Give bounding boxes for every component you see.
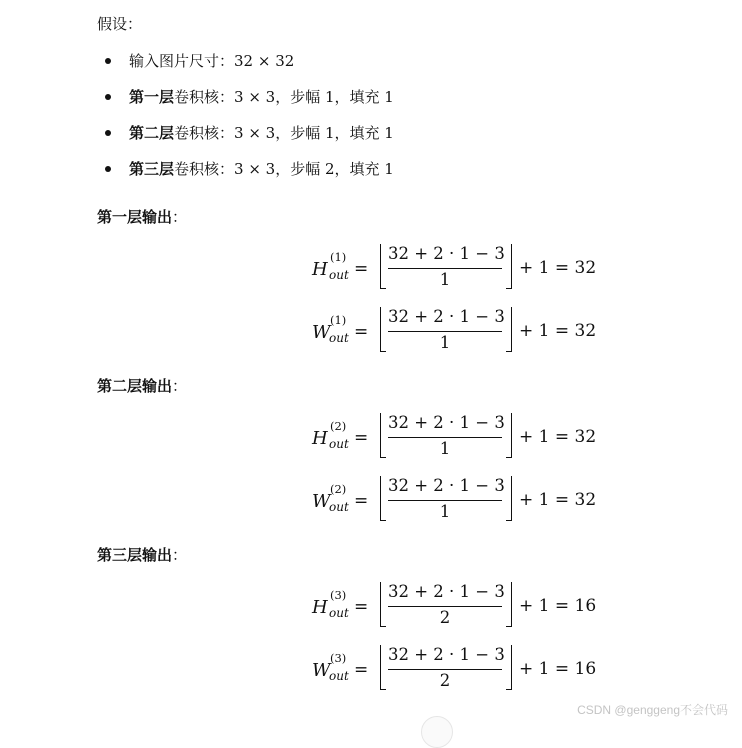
bullet-label: 卷积核：	[174, 124, 235, 142]
floor-right-bracket	[506, 582, 512, 627]
floor-left-bracket	[380, 476, 386, 521]
floor-left-bracket	[380, 413, 386, 458]
bullet-label-bold: 第二层	[129, 124, 175, 142]
floor-right-bracket	[506, 413, 512, 458]
floor-left-bracket	[380, 244, 386, 289]
floor-right-bracket	[506, 244, 512, 289]
bullet-label: 卷积核：	[174, 160, 235, 178]
scroll-top-icon[interactable]	[421, 716, 453, 748]
watermark: CSDN @genggeng不会代码	[577, 703, 728, 717]
bullet-dot-icon	[105, 130, 111, 136]
bullet-value: 3 × 3，步幅 1，填充 1	[234, 88, 394, 106]
floor-left-bracket	[380, 645, 386, 690]
bullet-value: 32 × 32	[234, 52, 295, 70]
bullet-dot-icon	[105, 58, 111, 64]
floor-right-bracket	[506, 645, 512, 690]
intro-text: 假设：	[97, 15, 143, 33]
bullet-value: 3 × 3，步幅 1，填充 1	[234, 124, 394, 142]
bullet-dot-icon	[105, 94, 111, 100]
floor-left-bracket	[380, 307, 386, 352]
floor-right-bracket	[506, 307, 512, 352]
section-title: 第三层输出：	[97, 546, 188, 564]
bullet-label-bold: 第一层	[129, 88, 175, 106]
floor-right-bracket	[506, 476, 512, 521]
section-title: 第一层输出：	[97, 208, 188, 226]
bullet-value: 3 × 3，步幅 2，填充 1	[234, 160, 394, 178]
floor-left-bracket	[380, 582, 386, 627]
bullet-dot-icon	[105, 166, 111, 172]
bullet-label: 卷积核：	[174, 88, 235, 106]
bullet-label: 输入图片尺寸：	[129, 52, 235, 70]
bullet-label-bold: 第三层	[129, 160, 175, 178]
section-title: 第二层输出：	[97, 377, 188, 395]
